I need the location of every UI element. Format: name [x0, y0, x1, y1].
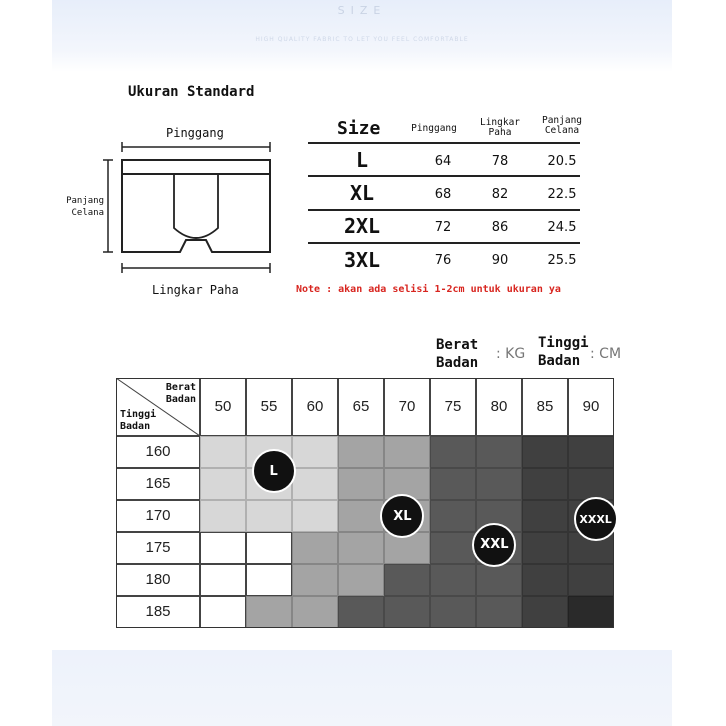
right-margin: [674, 0, 726, 726]
grid-cell-l: [292, 500, 338, 532]
grid-cell-l: [200, 436, 246, 468]
corner-height-label: [120, 409, 156, 433]
weight-unit: : KG: [496, 346, 526, 362]
grid-cell-xxl: [338, 596, 384, 628]
weight-legend-line1: Berat: [436, 337, 479, 353]
waist-label: Pinggang: [166, 126, 224, 140]
grid-cell-xxxl: [522, 564, 568, 596]
size-column-header: Size: [337, 118, 381, 139]
header-subtitle: HIGH QUALITY FABRIC TO LET YOU FEEL COMFORTABLE: [255, 36, 469, 43]
table-rule: [308, 209, 580, 211]
thigh-header-line2: Paha: [488, 127, 512, 138]
corner-height-line2: Badan: [120, 421, 151, 432]
length-cell: 20.5: [547, 154, 577, 169]
height-legend-line1: Tinggi: [538, 335, 589, 351]
size-cell: 2XL: [343, 214, 381, 238]
length-label-line1: Panjang: [66, 196, 104, 206]
size-cell: L: [355, 148, 369, 172]
grid-cell-white: [246, 564, 292, 596]
length-label: [54, 195, 104, 219]
boxer-diagram: [100, 140, 280, 280]
grid-cell-xxxl: [568, 564, 614, 596]
grid-cell-xxl: [430, 532, 476, 564]
weight-tick-label: 75: [444, 398, 462, 415]
weight-tick-label: 80: [490, 398, 508, 415]
height-legend-label: [538, 334, 589, 370]
grid-cell-xxl: [430, 468, 476, 500]
thigh-cell: 78: [491, 154, 509, 169]
waist-cell: 64: [434, 154, 452, 169]
thigh-column-header: [472, 118, 528, 138]
thigh-arrow: [122, 263, 270, 273]
length-arrow: [103, 160, 113, 252]
weight-tick-label: 70: [398, 398, 416, 415]
length-cell: 25.5: [547, 253, 577, 268]
weight-tick-label: 50: [214, 398, 232, 415]
height-tick-label: 165: [145, 475, 171, 492]
size-note: Note : akan ada selisi 1-2cm untuk ukuran ya: [296, 284, 561, 295]
grid-cell-xxxl: [522, 436, 568, 468]
grid-cell-xxxl: [522, 500, 568, 532]
height-tick-label: 185: [145, 603, 171, 620]
standard-size-title: Ukuran Standard: [128, 84, 255, 100]
grid-cell-xxxl: [522, 468, 568, 500]
grid-cell-xxl: [476, 564, 522, 596]
grid-cell-xxxl: [522, 596, 568, 628]
grid-cell-xl: [292, 564, 338, 596]
height-tick-label: 160: [145, 443, 171, 460]
table-rule: [308, 242, 580, 244]
grid-cell-xl: [384, 436, 430, 468]
grid-cell-l: [200, 500, 246, 532]
grid-cell-l: [292, 468, 338, 500]
weight-tick-label: 85: [536, 398, 554, 415]
header-banner: [52, 0, 672, 72]
grid-cell-xxxl: [568, 436, 614, 468]
grid-cell-xxl: [430, 500, 476, 532]
grid-cell-l: [292, 436, 338, 468]
corner-weight-line1: Berat: [165, 382, 196, 393]
corner-weight-line2: Badan: [165, 394, 196, 405]
grid-cell-xxl: [476, 436, 522, 468]
grid-cell-xl: [292, 596, 338, 628]
waist-cell: 76: [434, 253, 452, 268]
size-badge: L: [252, 449, 296, 493]
grid-cell-xl: [246, 596, 292, 628]
height-legend-line2: Badan: [538, 353, 581, 369]
length-header-line2: Celana: [544, 125, 580, 136]
thigh-header-line1: Lingkar: [479, 117, 521, 128]
table-rule: [308, 175, 580, 177]
height-tick-label: 170: [145, 507, 171, 524]
grid-cell-xxl: [384, 564, 430, 596]
grid-cell-xxxxl: [568, 596, 614, 628]
size-badge: XL: [380, 494, 424, 538]
size-badge: XXL: [472, 523, 516, 567]
footer-band: [52, 650, 672, 726]
grid-cell-xxl: [476, 468, 522, 500]
weight-legend-label: [436, 336, 478, 372]
grid-cell-xl: [338, 564, 384, 596]
grid-cell-xl: [338, 468, 384, 500]
weight-tick-label: 90: [582, 398, 600, 415]
waist-arrow: [122, 142, 270, 152]
grid-cell-xxxl: [568, 468, 614, 500]
grid-cell-white: [200, 532, 246, 564]
grid-cell-xl: [338, 500, 384, 532]
waist-cell: 72: [434, 220, 452, 235]
grid-cell-white: [200, 596, 246, 628]
grid-cell-xxl: [430, 436, 476, 468]
length-cell: 22.5: [547, 187, 577, 202]
grid-cell-xl: [292, 532, 338, 564]
weight-legend-line2: Badan: [436, 355, 479, 371]
size-badge: XXXL: [574, 497, 618, 541]
weight-tick-label: 55: [260, 398, 278, 415]
grid-cell-white: [246, 532, 292, 564]
length-cell: 24.5: [547, 220, 577, 235]
thigh-cell: 82: [491, 187, 509, 202]
grid-cell-l: [246, 500, 292, 532]
header-title: SIZE: [337, 4, 387, 17]
left-margin: [0, 0, 52, 726]
size-cell: XL: [349, 181, 375, 205]
thigh-label: Lingkar Paha: [152, 283, 239, 297]
waist-column-header: Pinggang: [411, 123, 457, 134]
table-rule: [308, 142, 580, 144]
grid-cell-white: [200, 564, 246, 596]
height-tick-label: 180: [145, 571, 171, 588]
waist-cell: 68: [434, 187, 452, 202]
grid-cell-l: [200, 468, 246, 500]
thigh-cell: 86: [491, 220, 509, 235]
grid-cell-xl: [338, 532, 384, 564]
weight-tick-label: 60: [306, 398, 324, 415]
grid-cell-xxl: [430, 564, 476, 596]
grid-cell-xl: [338, 436, 384, 468]
grid-cell-xxl: [430, 596, 476, 628]
weight-tick-label: 65: [352, 398, 370, 415]
length-column-header: [532, 116, 592, 136]
length-label-line2: Celana: [71, 208, 104, 218]
grid-cell-xxxl: [522, 532, 568, 564]
corner-weight-label: [160, 382, 196, 406]
grid-cell-xxl: [384, 596, 430, 628]
size-cell: 3XL: [343, 248, 381, 272]
height-tick-label: 175: [145, 539, 171, 556]
height-unit: : CM: [590, 346, 622, 362]
length-header-line1: Panjang: [541, 115, 583, 126]
thigh-cell: 90: [491, 253, 509, 268]
grid-cell-xxl: [476, 596, 522, 628]
corner-height-line1: Tinggi: [120, 409, 157, 420]
